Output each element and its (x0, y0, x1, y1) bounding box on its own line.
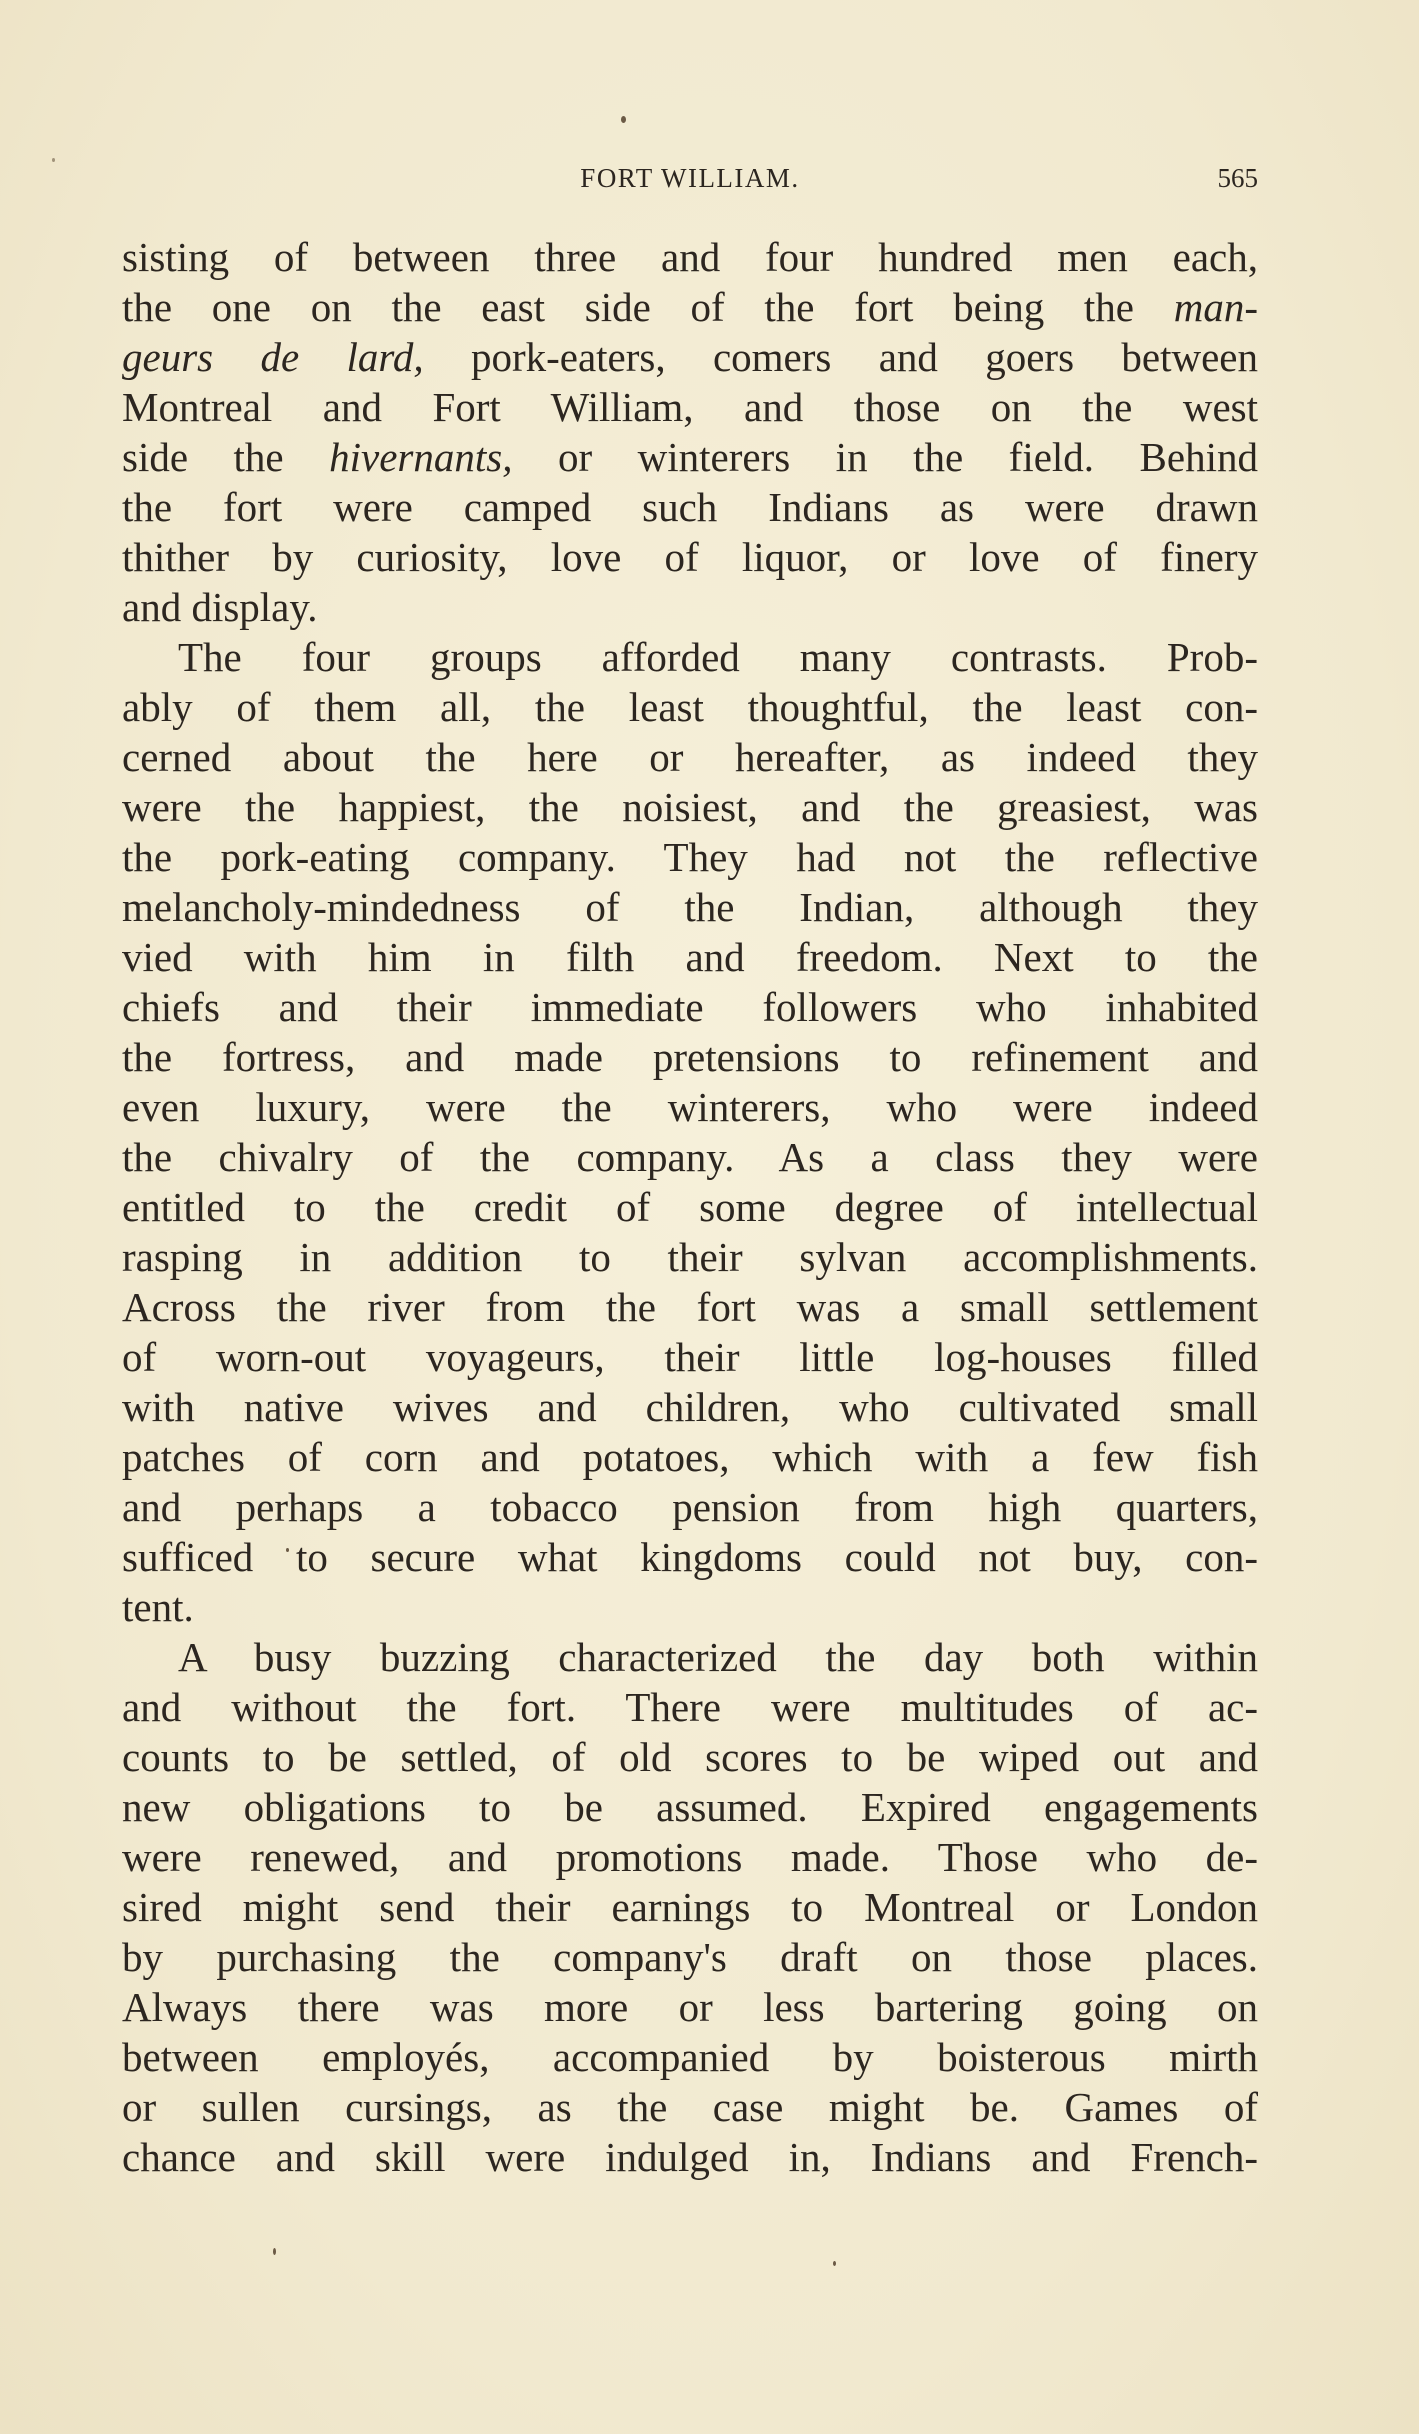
text-line (122, 1182, 1258, 1232)
line-text: and perhaps a tobacco pension from high quarters, (122, 1484, 1258, 1530)
line-text: side the (122, 434, 330, 480)
text-line (122, 1832, 1258, 1882)
line-text: cerned about the here or hereafter, as indeed they (122, 734, 1258, 780)
text-line (122, 1432, 1258, 1482)
line-text: chance and skill were indulged in, Indians and French- (122, 2134, 1258, 2180)
text-line (122, 782, 1258, 832)
text-line (122, 482, 1258, 532)
body-text (122, 232, 1258, 2182)
text-line (122, 1232, 1258, 1282)
line-text: and without the fort. There were multitudes of ac- (122, 1684, 1258, 1730)
line-text: melancholy-mindedness of the Indian, although they (122, 884, 1258, 930)
line-text: chiefs and their immediate followers who inhabited (122, 984, 1258, 1030)
text-line (122, 1632, 1258, 1682)
text-line (122, 582, 1258, 632)
line-text: even luxury, were the winterers, who were indeed (122, 1084, 1258, 1130)
line-text: tent. (122, 1584, 194, 1630)
italic-phrase: hivernants, (329, 434, 513, 480)
italic-phrase: geurs de lard, (122, 334, 424, 380)
line-text: or sullen cursings, as the case might be. Games of (122, 2084, 1258, 2130)
text-line (122, 1582, 1258, 1632)
ink-speck (52, 158, 55, 162)
text-line (122, 682, 1258, 732)
text-line (122, 1882, 1258, 1932)
text-line (122, 1032, 1258, 1082)
text-line (122, 2132, 1258, 2182)
text-line (122, 832, 1258, 882)
text-line (122, 432, 1258, 482)
text-line (122, 2032, 1258, 2082)
line-text: the pork-eating company. They had not the reflective (122, 834, 1258, 880)
line-text: new obligations to be assumed. Expired engagements (122, 1784, 1258, 1830)
line-text: of worn-out voyageurs, their little log-houses filled (122, 1334, 1258, 1380)
text-line (122, 282, 1258, 332)
ink-speck (621, 116, 626, 123)
text-line (122, 1382, 1258, 1432)
line-text: counts to be settled, of old scores to be wiped out and (122, 1734, 1258, 1780)
text-line (122, 1532, 1258, 1582)
line-text: vied with him in filth and freedom. Next to the (122, 934, 1258, 980)
line-text: Always there was more or less bartering going on (122, 1984, 1258, 2030)
page-number: 565 (1217, 163, 1258, 193)
line-text: between employés, accompanied by boisterous mirth (122, 2034, 1258, 2080)
line-text: The four groups afforded many contrasts. Prob- (178, 634, 1258, 680)
line-text: the fortress, and made pretensions to refinement and (122, 1034, 1258, 1080)
text-line (122, 1482, 1258, 1532)
line-text: with native wives and children, who cultivated small (122, 1384, 1258, 1430)
text-line (122, 1932, 1258, 1982)
text-line (122, 332, 1258, 382)
text-line (122, 882, 1258, 932)
line-text: sufficed to secure what kingdoms could not buy, con- (122, 1534, 1258, 1580)
line-text: and display. (122, 584, 318, 630)
line-text: were the happiest, the noisiest, and the greasiest, was (122, 784, 1258, 830)
line-text: by purchasing the company's draft on those places. (122, 1934, 1258, 1980)
text-line (122, 1782, 1258, 1832)
text-line (122, 532, 1258, 582)
line-text: rasping in addition to their sylvan accomplishments. (122, 1234, 1258, 1280)
text-line (122, 1732, 1258, 1782)
text-line (122, 382, 1258, 432)
text-line (122, 1682, 1258, 1732)
line-text: the fort were camped such Indians as were drawn (122, 484, 1258, 530)
ink-speck (273, 2248, 276, 2255)
line-text: entitled to the credit of some degree of intellectual (122, 1184, 1258, 1230)
line-text: were renewed, and promotions made. Those who de- (122, 1834, 1258, 1880)
ink-speck (833, 2261, 836, 2266)
text-line (122, 1132, 1258, 1182)
line-text: thither by curiosity, love of liquor, or love of finery (122, 534, 1258, 580)
text-line (122, 1332, 1258, 1382)
line-text: pork-eaters, comers and goers between (423, 334, 1258, 380)
text-line (122, 982, 1258, 1032)
text-line (122, 1082, 1258, 1132)
line-text: Across the river from the fort was a small settlement (122, 1284, 1258, 1330)
text-line (122, 2082, 1258, 2132)
line-text: or winterers in the field. Behind (512, 434, 1258, 480)
text-line (122, 232, 1258, 282)
line-text: ably of them all, the least thoughtful, the least con- (122, 684, 1258, 730)
italic-phrase: man- (1173, 284, 1258, 330)
text-line (122, 632, 1258, 682)
page-header (122, 158, 1258, 198)
line-text: patches of corn and potatoes, which with a few fish (122, 1434, 1258, 1480)
text-line (122, 1282, 1258, 1332)
line-text: Montreal and Fort William, and those on the west (122, 384, 1258, 430)
running-title: FORT WILLIAM. (580, 163, 800, 193)
line-text: A busy buzzing characterized the day both within (178, 1634, 1258, 1680)
line-text: sired might send their earnings to Montreal or London (122, 1884, 1258, 1930)
text-line (122, 932, 1258, 982)
line-text: the one on the east side of the fort being the (122, 284, 1174, 330)
text-line (122, 732, 1258, 782)
line-text: sisting of between three and four hundred men each, (122, 234, 1258, 280)
line-text: the chivalry of the company. As a class they were (122, 1134, 1258, 1180)
text-line (122, 1982, 1258, 2032)
